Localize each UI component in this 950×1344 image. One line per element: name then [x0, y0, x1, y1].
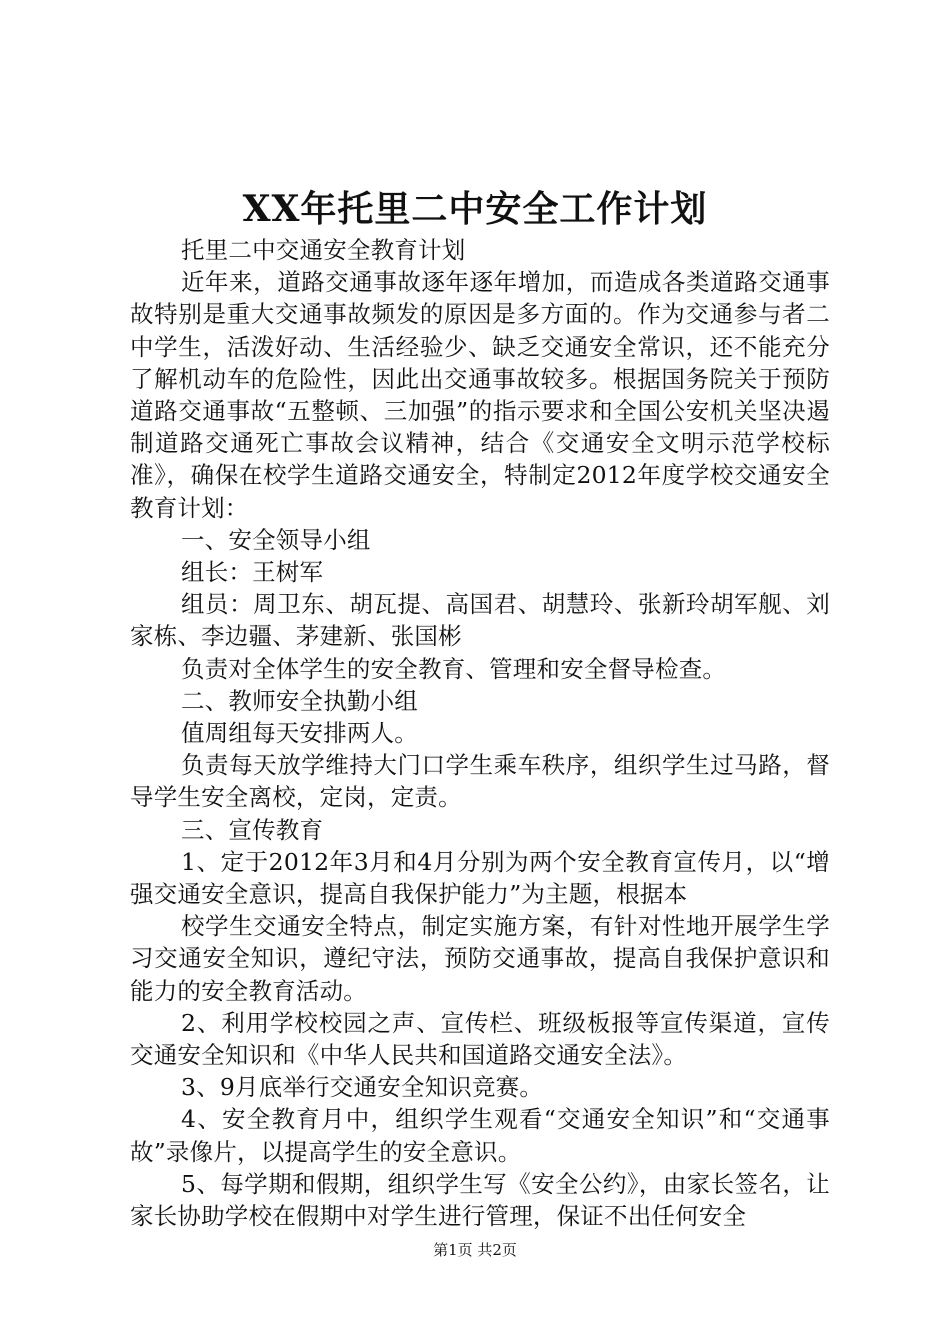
paragraph-responsibility: 负责对全体学生的安全教育、管理和安全督导检查。 [181, 654, 727, 683]
section-heading-publicity: 三、宣传教育 [181, 815, 324, 844]
section-heading-duty-group: 二、教师安全执勤小组 [181, 686, 418, 715]
paragraph-item-2: 2、利用学校校园之声、宣传栏、班级板报等宣传渠道，宣传交通安全知识和《中华人民共和国道路交通安全法》。 [130, 1008, 830, 1070]
paragraph-item-1-cont: 校学生交通安全特点，制定实施方案，有针对性地开展学生学习交通安全知识，遵纪守法，预防交通事故，提高自我保护意识和能力的安全教育活动。 [130, 912, 830, 1005]
paragraph-intro: 近年来，道路交通事故逐年逐年增加，而造成各类道路交通事故特别是重大交通事故频发的原因是多方面的。作为交通参与者二中学生，活泼好动、生活经验少、缺乏交通安全常识，还不能充分了解机动车的危险性，因此出交通事故较多。根据国务院关于预防道路交通事故“五整顿、三加强”的指示要求和全国公安机关坚决遏制道路交通死亡事故会议精神，结合《交通安全文明示范学校标准》，确保在校学生道路交通安全，特制定2012年度学校交通安全教育计划： [130, 268, 830, 522]
paragraph-item-3: 3、9月底举行交通安全知识竞赛。 [181, 1073, 544, 1102]
document-body [130, 234, 830, 1232]
paragraph-leader: 组长：王树军 [181, 558, 324, 587]
paragraph-item-1: 1、定于2012年3月和4月分别为两个安全教育宣传月，以“增强交通安全意识，提高自我保护能力”为主题，根据本 [130, 847, 830, 909]
document-title: XX年托里二中安全工作计划 [242, 188, 708, 230]
paragraph-members: 组员：周卫东、胡瓦提、高国君、胡慧玲、张新玲胡军舰、刘家栋、李边疆、茅建新、张国彬 [130, 590, 830, 651]
paragraph-duty-responsibility: 负责每天放学维持大门口学生乘车秩序，组织学生过马路，督导学生安全离校，定岗，定责。 [130, 751, 830, 812]
paragraph-item-4: 4、安全教育月中，组织学生观看“交通安全知识”和“交通事故”录像片，以提高学生的安全意识。 [130, 1105, 830, 1166]
paragraph-subtitle: 托里二中交通安全教育计划 [181, 236, 466, 264]
paragraph-duty-schedule: 值周组每天安排两人。 [181, 719, 418, 748]
paragraph-item-5: 5、每学期和假期，组织学生写《安全公约》，由家长签名，让家长协助学校在假期中对学生进行管理，保证不出任何安全 [130, 1169, 830, 1231]
page-footer: 第1页 共2页 [433, 1241, 517, 1259]
section-heading-leadership: 一、安全领导小组 [181, 525, 371, 554]
